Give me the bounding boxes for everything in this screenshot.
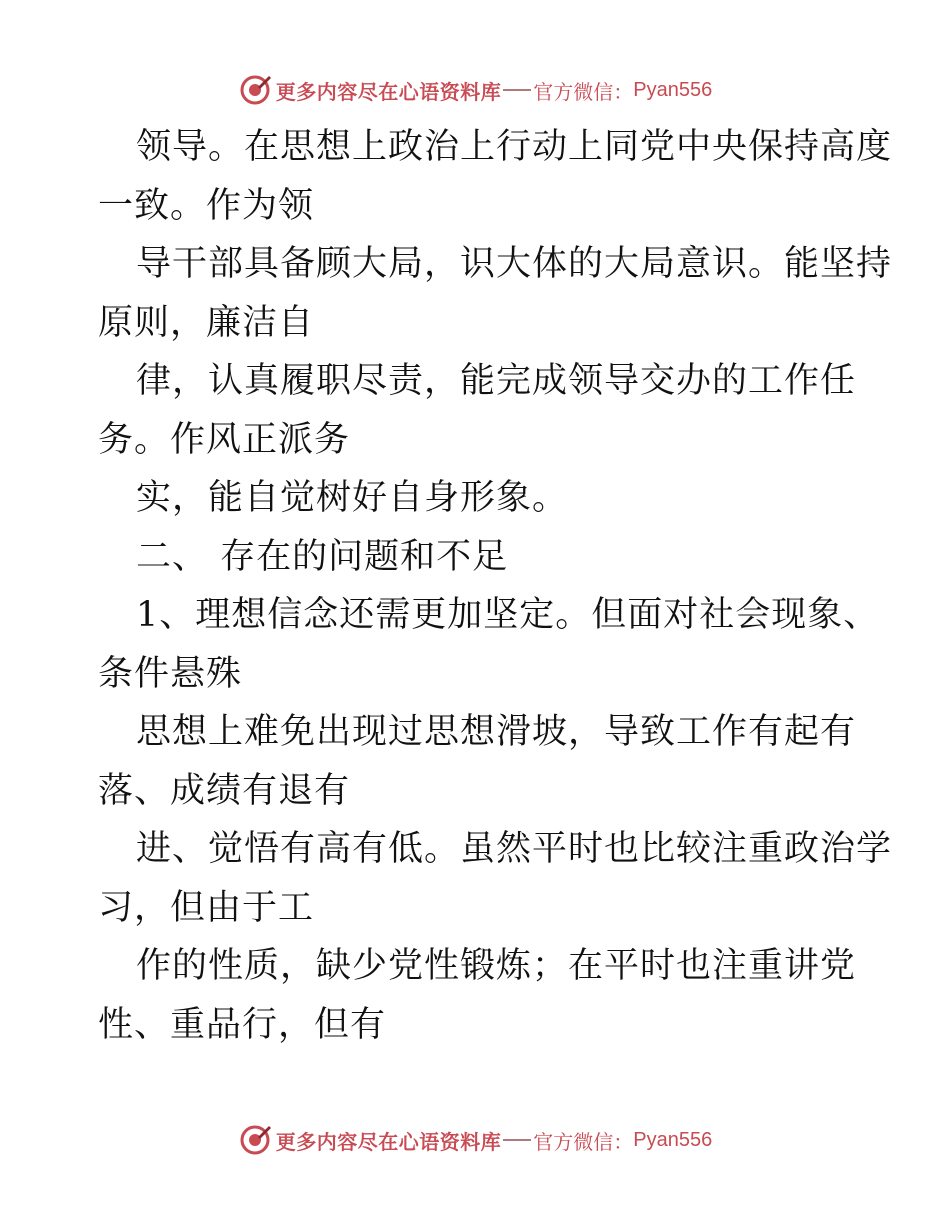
footer-watermark <box>0 1120 950 1160</box>
body-line: 一致。作为领 <box>98 185 315 226</box>
body-line: 导干部具备顾大局，识大体的大局意识。能坚持 <box>136 244 893 284</box>
section-heading: 二、 存在的问题和不足 <box>136 536 509 577</box>
body-line: 习，但由于工 <box>98 887 315 928</box>
watermark-prefix: 更多内容尽在心语资料库 <box>275 79 502 104</box>
body-line: 条件悬殊 <box>98 653 243 694</box>
watermark-prefix: 更多内容尽在心语资料库 <box>275 1129 502 1154</box>
watermark-dash <box>503 1139 531 1141</box>
body-line: 律，认真履职尽责，能完成领导交办的工作任 <box>136 361 857 401</box>
document-body <box>98 118 893 1054</box>
body-line: 落、成绩有退有 <box>98 770 351 811</box>
body-line: 性、重品行，但有 <box>98 1004 387 1045</box>
watermark-label: 官方微信： <box>533 79 634 104</box>
body-line: 1、理想信念还需更加坚定。但面对社会现象、 <box>136 595 880 635</box>
body-line: 务。作风正派务 <box>98 419 351 460</box>
body-line: 思想上难免出现过思想滑坡，导致工作有起有 <box>136 712 857 752</box>
watermark-dash <box>503 89 531 91</box>
header-watermark <box>0 70 950 110</box>
body-line: 进、觉悟有高有低。虽然平时也比较注重政治学 <box>136 829 893 869</box>
watermark-label: 官方微信： <box>533 1129 634 1154</box>
watermark-wechat-id: Pyan556 <box>633 1128 713 1151</box>
body-line: 领导。在思想上政治上行动上同党中央保持高度 <box>136 127 893 167</box>
body-line: 实，能自觉树好自身形象。 <box>136 478 569 518</box>
brand-logo-icon <box>238 73 272 107</box>
body-line: 作的性质，缺少党性锻炼；在平时也注重讲党 <box>136 946 857 986</box>
brand-logo-icon <box>238 1123 272 1157</box>
watermark-wechat-id: Pyan556 <box>633 78 713 101</box>
body-line: 原则，廉洁自 <box>98 302 315 343</box>
